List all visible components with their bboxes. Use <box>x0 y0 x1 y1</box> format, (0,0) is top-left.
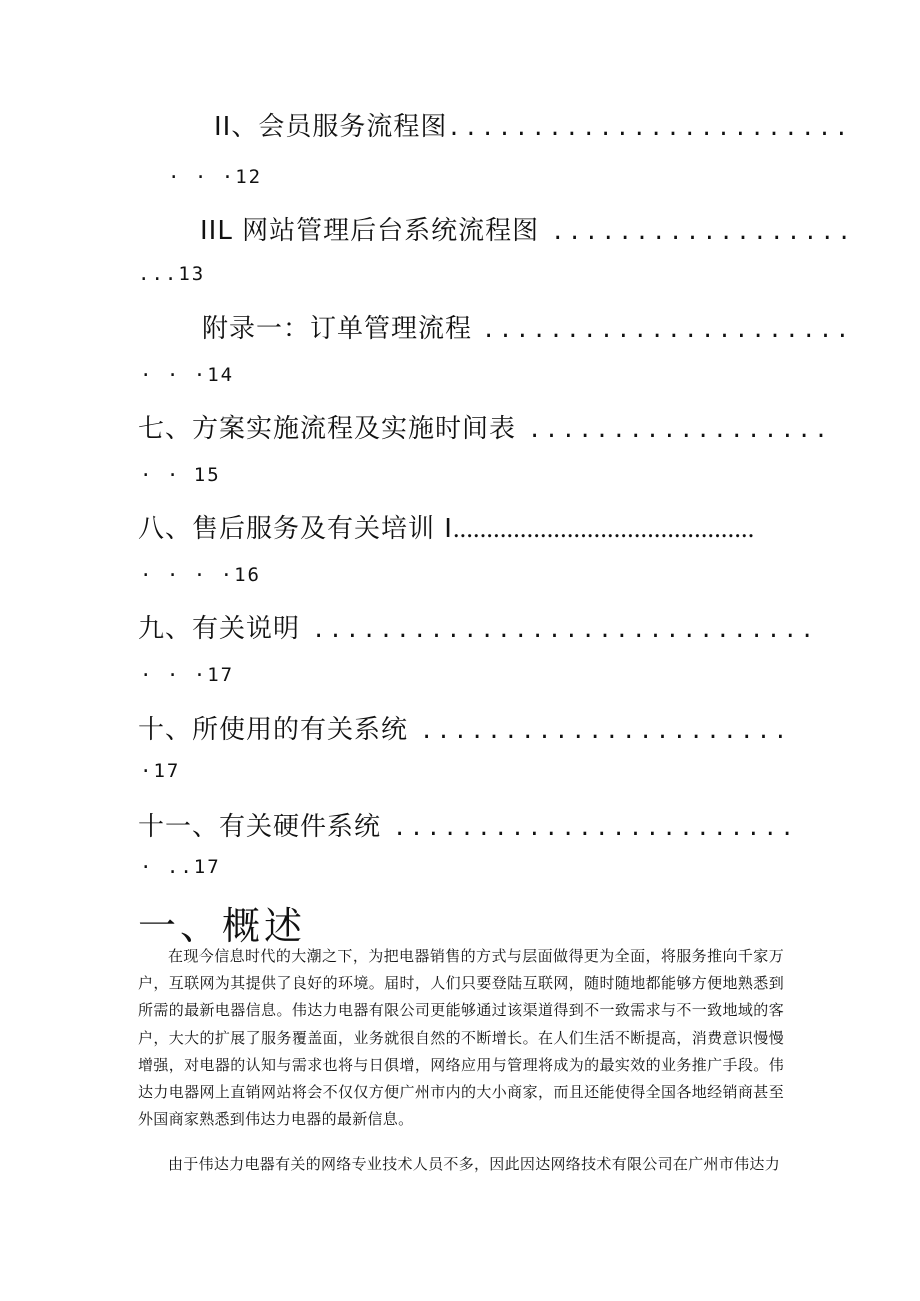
toc-page-number: · · ·12 <box>168 166 263 188</box>
toc-leader: ........................ <box>447 116 852 141</box>
toc-entry-title: 八、售后服务及有关培训 I <box>138 514 453 544</box>
toc-entry-title: II、会员服务流程图 <box>214 112 448 142</box>
toc-page-number: ...13 <box>138 263 206 285</box>
toc-leader: ...................... <box>420 719 791 744</box>
toc-entry <box>200 210 854 247</box>
body-paragraph: 在现今信息时代的大潮之下，为把电器销售的方式与层面做得更为全面，将服务推向千家万户，互联网为其提供了良好的环境。届时，人们只要登陆互联网，随时随地都能够方便地熟悉到所需的最新电器信息。伟达力电器有限公司更能够通过该渠道得到不一致需求与不一致地域的客户，大大的扩展了服务覆盖面，业务就很自然的不断增长。在人们生活不断提高，消费意识慢慢增强，对电器的认知与需求也将与日俱增，网络应用与管理将成为的最实效的业务推广手段。伟达力电器网上直销网站将会不仅仅方便广州市内的大小商家，而且还能使得全国各地经销商甚至外国商家熟悉到伟达力电器的最新信息。 <box>138 947 784 1129</box>
toc-entry-title: IIL 网站管理后台系统流程图 <box>200 216 540 246</box>
toc-entry-title: 九、有关说明 <box>138 614 301 644</box>
toc-page-number: ·17 <box>140 760 181 782</box>
toc-entry-title: 十一、有关硬件系统 <box>138 812 382 842</box>
toc-entry <box>138 608 817 645</box>
toc-leader: ...................... <box>482 318 853 343</box>
toc-entry <box>214 106 852 143</box>
toc-leader: .............................. <box>312 618 818 643</box>
toc-entry <box>138 709 791 746</box>
toc-entry <box>202 308 853 345</box>
toc-leader: .................. <box>528 418 832 443</box>
toc-page-number: · ..17 <box>140 856 221 878</box>
toc-entry <box>138 508 754 545</box>
toc-entry <box>138 408 831 445</box>
toc-leader: .................. <box>551 220 855 245</box>
section-heading: 一、概述 <box>138 904 307 948</box>
toc-page-number: · · 15 <box>140 464 221 486</box>
toc-page-number: · · · ·16 <box>140 564 261 586</box>
toc-entry-title: 七、方案实施流程及实施时间表 <box>138 414 517 444</box>
toc-leader: ........................ <box>393 816 798 841</box>
body-paragraph: 由于伟达力电器有关的网络专业技术人员不多，因此因达网络技术有限公司在广州市伟达力 <box>168 1155 781 1173</box>
toc-entry-title: 十、所使用的有关系统 <box>138 715 409 745</box>
toc-leader: ............................................. <box>452 514 755 543</box>
toc-page-number: · · ·14 <box>140 364 235 386</box>
toc-entry-title: 附录一：订单管理流程 <box>202 314 473 344</box>
toc-page-number: · · ·17 <box>140 664 235 686</box>
toc-entry <box>138 806 797 843</box>
